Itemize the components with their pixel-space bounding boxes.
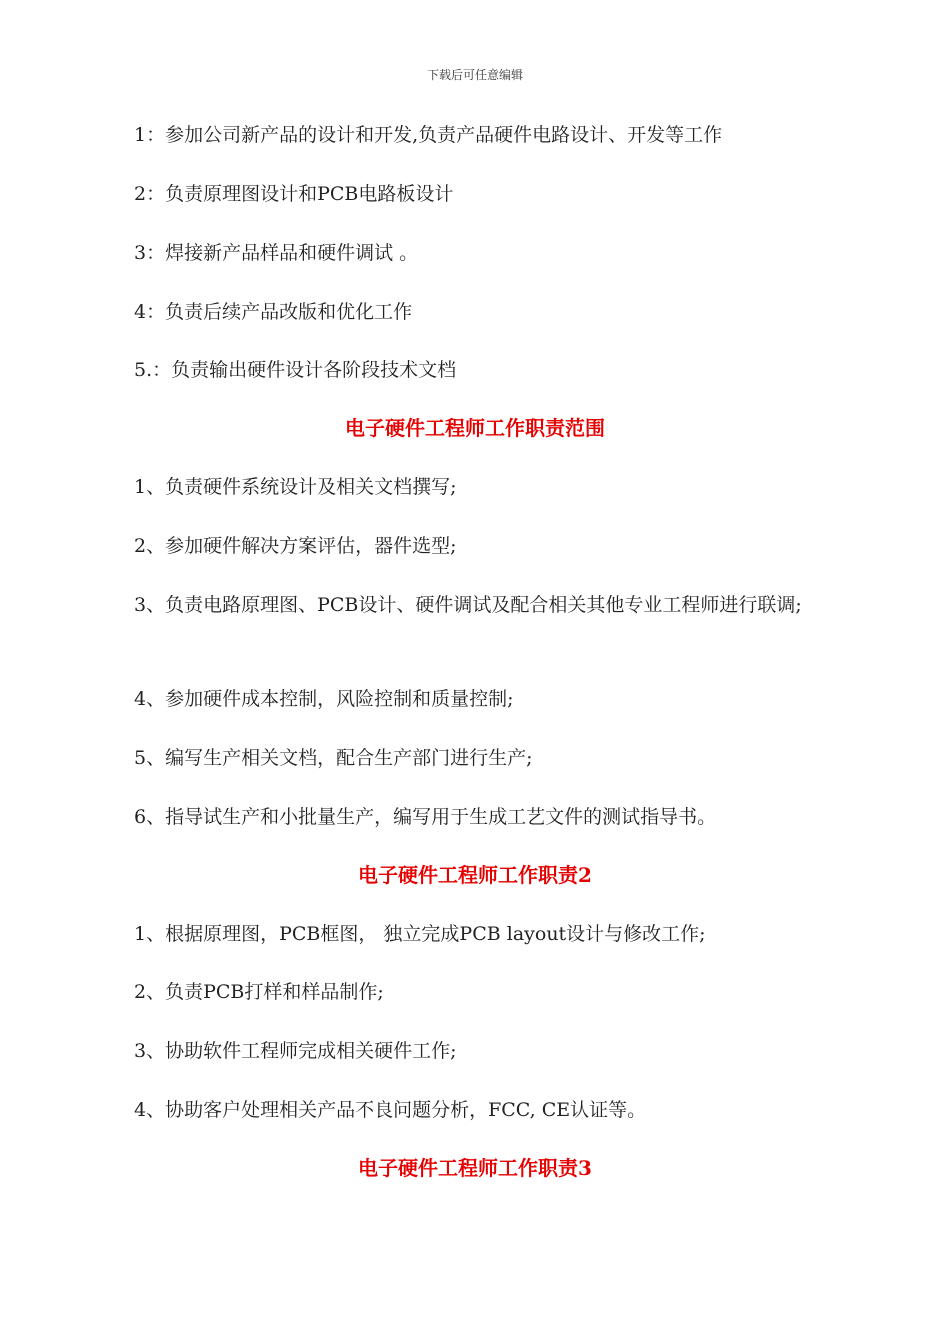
duty-item-1: 1：参加公司新产品的设计和开发,负责产品硬件电路设计、开发等工作	[134, 124, 723, 146]
section-heading-duty-2: 电子硬件工程师工作职责2	[358, 863, 592, 887]
duty-item-3: 3：焊接新产品样品和硬件调试 。	[134, 242, 419, 264]
scope-item-3: 3、负责电路原理图、PCB设计、硬件调试及配合相关其他专业工程师进行联调;	[134, 594, 802, 616]
page-header: 下载后可任意编辑	[426, 68, 523, 82]
scope-item-2: 2、参加硬件解决方案评估，器件选型;	[134, 535, 457, 557]
scope-item-1: 1、负责硬件系统设计及相关文档撰写;	[134, 476, 457, 498]
scope-item-6: 6、指导试生产和小批量生产，编写用于生成工艺文件的测试指导书。	[134, 806, 717, 828]
section-heading-duty-3: 电子硬件工程师工作职责3	[358, 1156, 592, 1180]
duty2-item-4: 4、协助客户处理相关产品不良问题分析，FCC, CE认证等。	[134, 1099, 647, 1121]
section-heading-scope: 电子硬件工程师工作职责范围	[345, 416, 605, 440]
scope-item-4: 4、参加硬件成本控制，风险控制和质量控制;	[134, 688, 514, 710]
scope-item-5: 5、编写生产相关文档，配合生产部门进行生产;	[134, 747, 533, 769]
duty2-item-3: 3、协助软件工程师完成相关硬件工作;	[134, 1040, 457, 1062]
duty-item-5: 5.：负责输出硬件设计各阶段技术文档	[134, 359, 457, 381]
duty-item-4: 4：负责后续产品改版和优化工作	[134, 301, 413, 323]
duty-item-2: 2：负责原理图设计和PCB电路板设计	[134, 183, 454, 205]
duty2-item-2: 2、负责PCB打样和样品制作;	[134, 981, 384, 1003]
duty2-item-1: 1、根据原理图，PCB框图， 独立完成PCB layout设计与修改工作;	[134, 923, 706, 945]
